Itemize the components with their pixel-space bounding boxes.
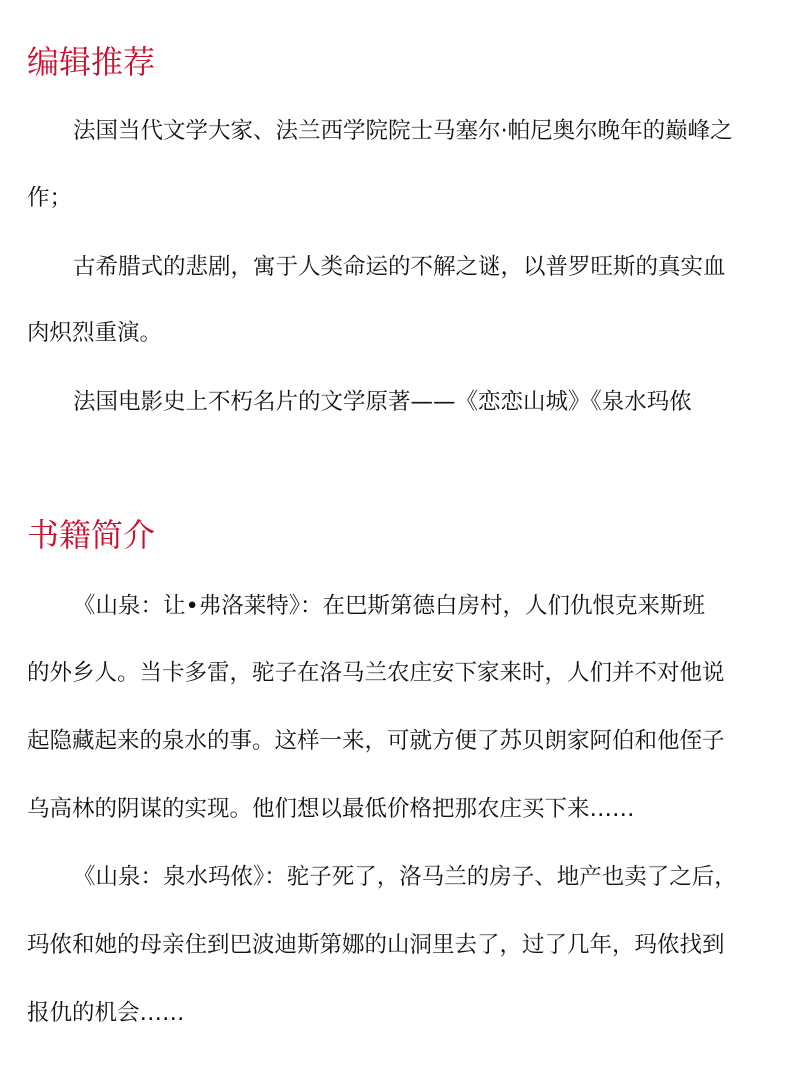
intro-paragraph-1-line-4: 乌高林的阴谋的实现。他们想以最低价格把那农庄买下来…… (27, 796, 635, 822)
intro-paragraph-2-line-2: 玛侬和她的母亲住到巴波迪斯第娜的山洞里去了，过了几年，玛侬找到 (27, 932, 725, 958)
editor-recommendation-heading: 编辑推荐 (27, 43, 156, 81)
intro-paragraph-1-line-1: 《山泉：让•弗洛莱特》：在巴斯第德白房村，人们仇恨克来斯班 (73, 593, 706, 619)
recommendation-paragraph-1-line-1: 法国当代文学大家、法兰西学院院士马塞尔·帕尼奥尔晚年的巅峰之 (73, 118, 733, 144)
recommendation-paragraph-3-line-1: 法国电影史上不朽名片的文学原著——《恋恋山城》《泉水玛侬 (73, 389, 692, 415)
intro-paragraph-2-line-3: 报仇的机会…… (27, 1000, 185, 1026)
recommendation-paragraph-1-line-2: 作； (27, 185, 73, 211)
intro-paragraph-1-line-2: 的外乡人。当卡多雷，驼子在洛马兰农庄安下家来时，人们并不对他说 (27, 660, 725, 686)
book-intro-heading: 书籍简介 (27, 516, 156, 554)
recommendation-paragraph-2-line-1: 古希腊式的悲剧，寓于人类命运的不解之谜，以普罗旺斯的真实血 (73, 254, 726, 280)
intro-paragraph-2-line-1: 《山泉：泉水玛侬》：驼子死了，洛马兰的房子、地产也卖了之后， (73, 864, 737, 890)
intro-paragraph-1-line-3: 起隐藏起来的泉水的事。这样一来，可就方便了苏贝朗家阿伯和他侄子 (27, 728, 725, 754)
recommendation-paragraph-2-line-2: 肉炽烈重演。 (27, 320, 163, 346)
